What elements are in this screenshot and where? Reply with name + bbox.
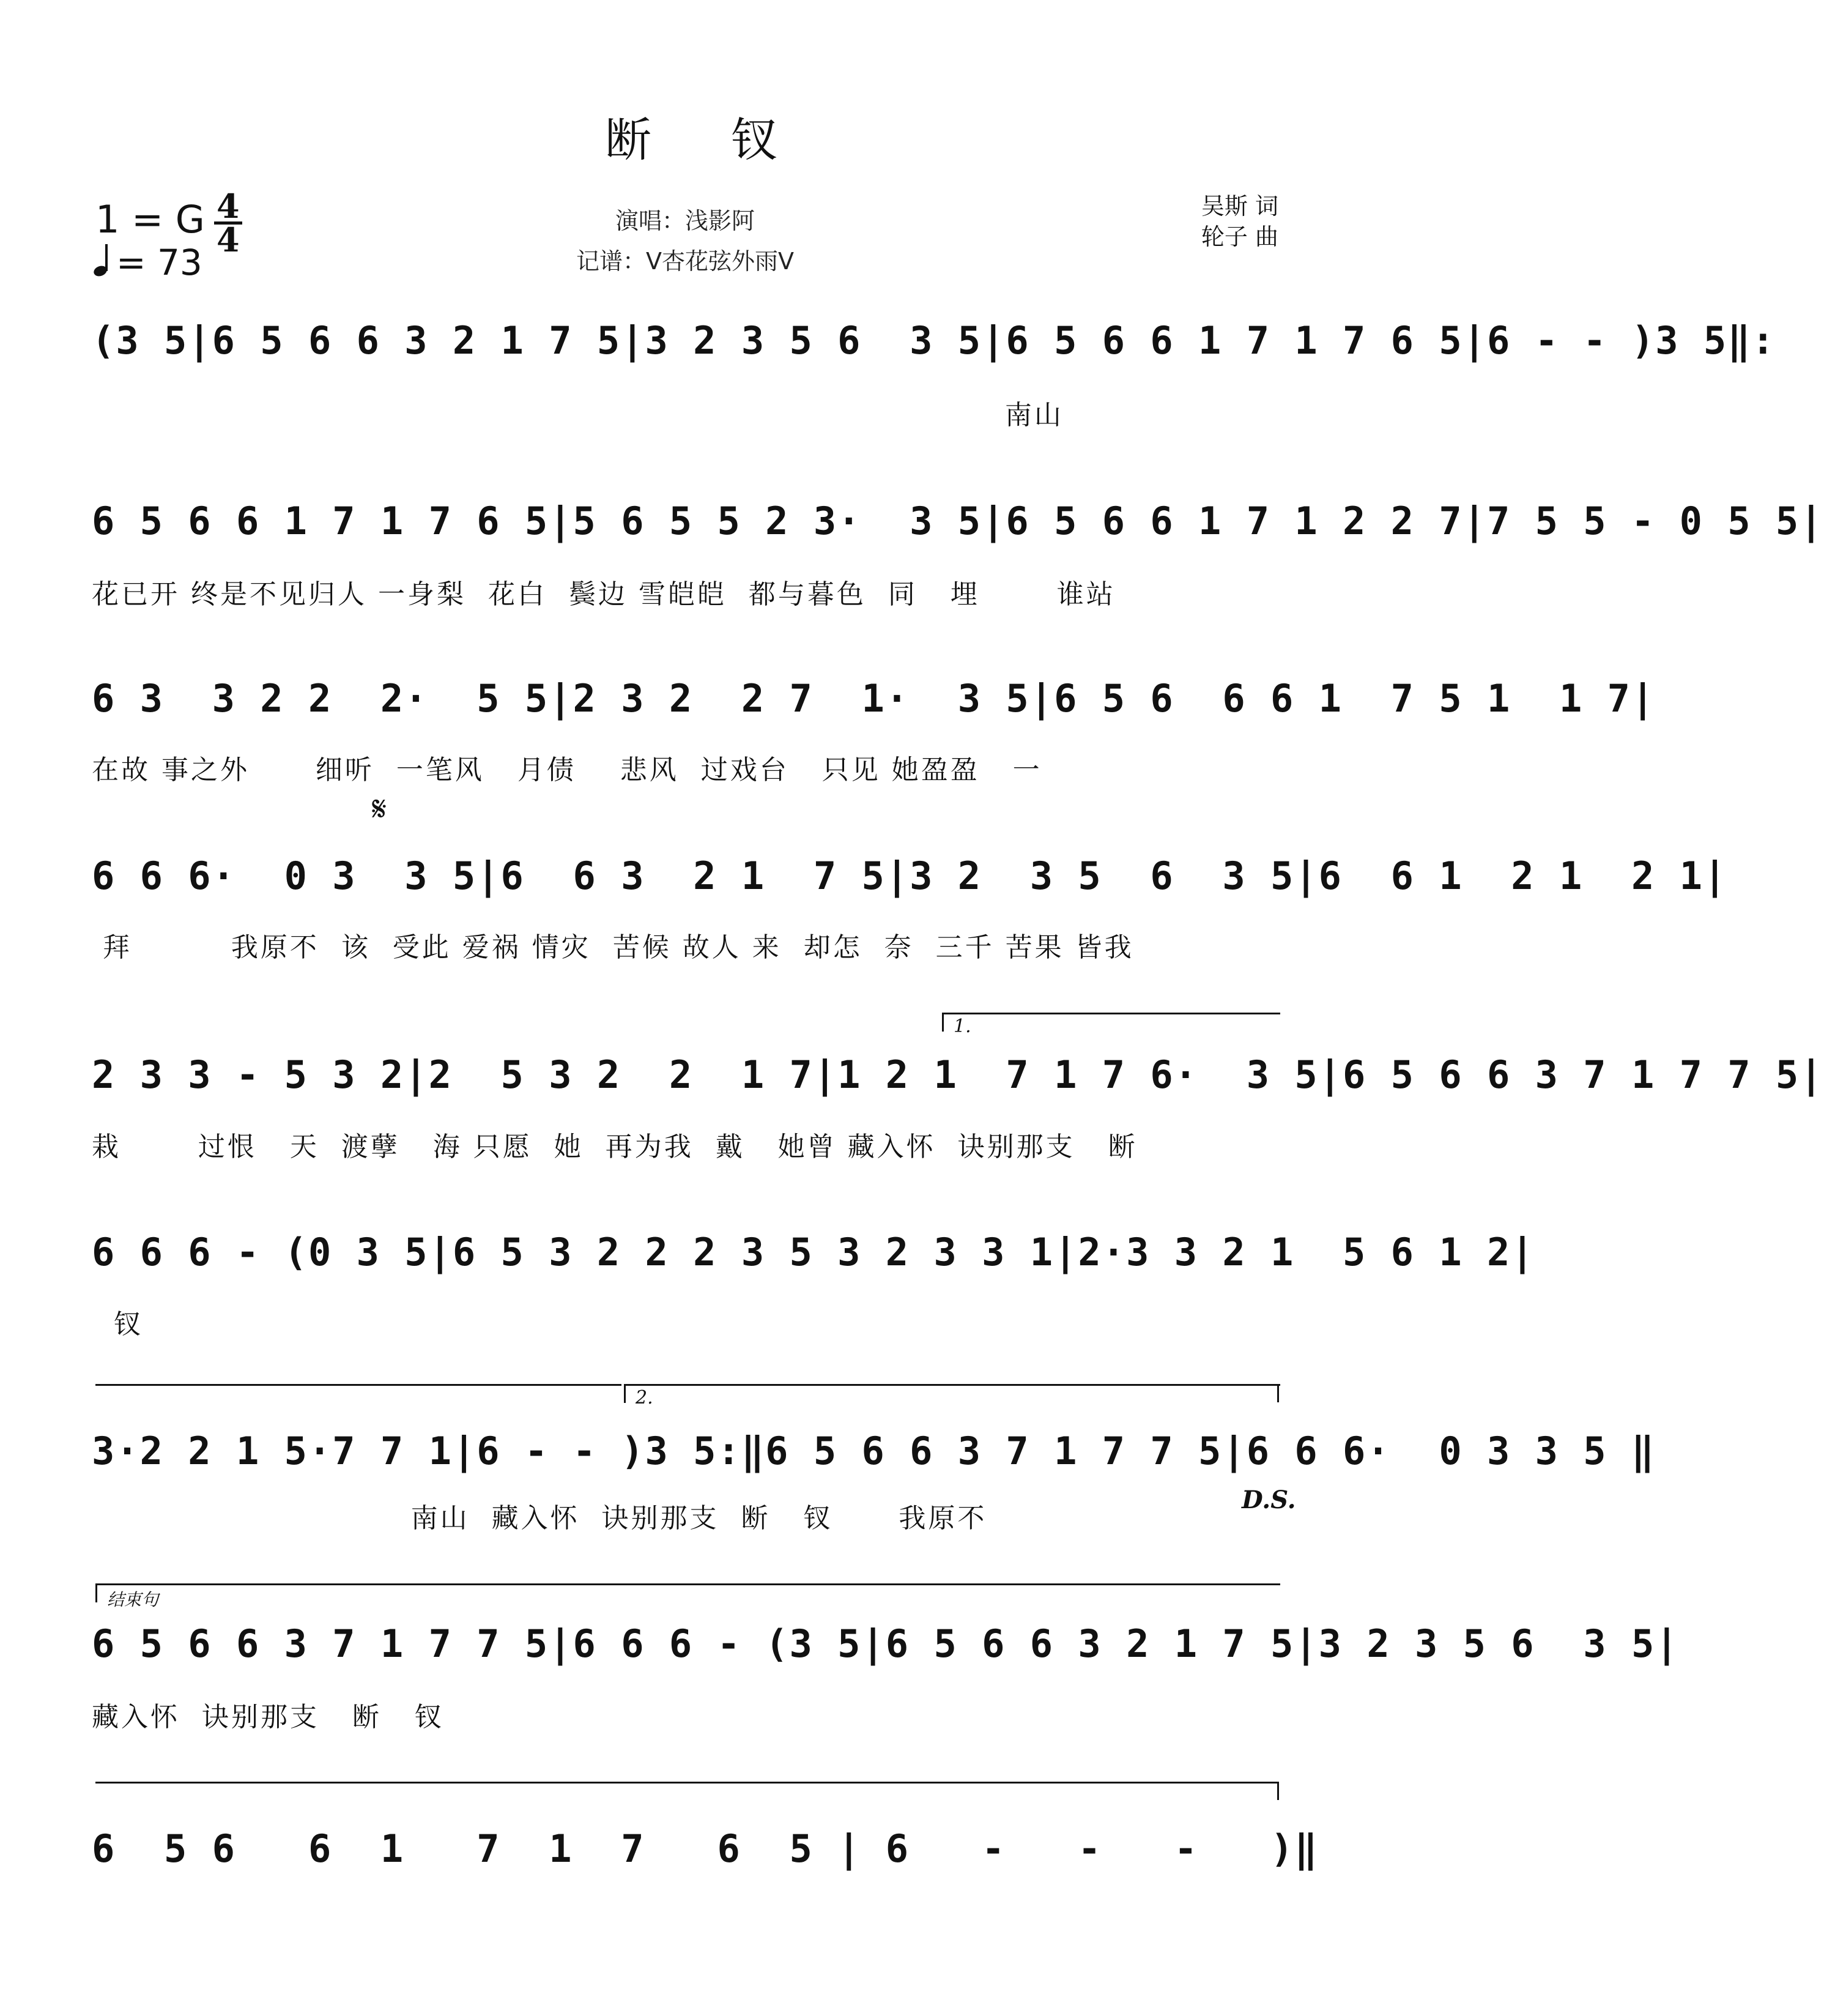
final-bracket-end xyxy=(1277,1782,1279,1800)
notation-line-3: 6 3 3 2 2 2· 5 5|2 3 2 2 7 1· 3 5|6 5 6 6 6 1 7 5 1 1 7| xyxy=(92,676,1656,721)
time-numerator: 4 xyxy=(214,191,242,225)
volta-2-label: 2. xyxy=(636,1387,653,1408)
notation-line-5: 2 3 3 - 5 3 2|2 5 3 2 2 1 7|1 2 1 7 1 7 6· 3 5|6 5 6 6 3 7 1 7 7 5| xyxy=(92,1052,1824,1097)
tempo-marking xyxy=(93,242,202,283)
volta-2-end xyxy=(1277,1384,1279,1402)
notation-line-4: 6 6 6· 0 3 3 5|6 6 3 2 1 7 5|3 2 3 5 6 3 5|6 6 1 2 1 2 1| xyxy=(92,854,1728,898)
lyric-line-1: 南山 xyxy=(92,400,1064,431)
quarter-note-icon xyxy=(93,242,111,278)
ds-marking: D.S. xyxy=(1242,1486,1296,1514)
song-title: 断钗 xyxy=(605,113,857,167)
volta-1-bracket xyxy=(942,1013,1280,1037)
notation-line-7: 3·2 2 1 5·7 7 1|6 - - )3 5:‖6 5 6 6 3 7 1 7 7 5|6 6 6· 0 3 3 5 ‖ xyxy=(92,1429,1656,1473)
time-denominator: 4 xyxy=(217,220,240,259)
ending-bracket xyxy=(95,1583,1280,1610)
final-bracket-line xyxy=(95,1782,1278,1784)
composer-credit: 轮子 曲 xyxy=(1201,223,1278,250)
volta-1-label: 1. xyxy=(954,1016,971,1037)
tempo-value: = 73 xyxy=(116,242,202,283)
lyric-line-7: 南山 藏入怀 诀别那支 断 钗 我原不 xyxy=(92,1503,987,1534)
segno-sign: 𝄋 xyxy=(372,789,387,829)
lyric-line-6: 钗 xyxy=(92,1309,143,1340)
transcriber-credit: 记谱：V杏花弦外雨V xyxy=(576,248,794,275)
lyric-line-2: 花已开 终是不见归人 一身梨 花白 鬓边 雪皑皑 都与暮色 同 埋 谁站 xyxy=(92,579,1116,610)
notation-line-1: (3 5|6 5 6 6 3 2 1 7 5|3 2 3 5 6 3 5|6 5 6 6 1 7 1 7 6 5|6 - - )3 5‖: xyxy=(92,318,1776,363)
ending-label: 结束句 xyxy=(107,1590,159,1610)
lyric-line-8: 藏入怀 诀别那支 断 钗 xyxy=(92,1702,444,1733)
notation-line-9: 6 5 6 6 1 7 1 7 6 5 | 6 - - - )‖ xyxy=(92,1826,1319,1871)
lyric-line-4: 拜 我原不 该 受此 爱祸 情灾 苦候 故人 来 却怎 奈 三千 苦果 皆我 xyxy=(92,932,1134,963)
phrase-bracket-line xyxy=(95,1384,621,1386)
notation-line-2: 6 5 6 6 1 7 1 7 6 5|5 6 5 5 2 3· 3 5|6 5 6 6 1 7 1 2 2 7|7 5 5 - 0 5 5| xyxy=(92,499,1824,543)
lyricist-credit: 吴斯 词 xyxy=(1201,193,1278,220)
notation-line-6: 6 6 6 - (0 3 5|6 5 3 2 2 2 3 5 3 2 3 3 1|2·3 3 2 1 5 6 1 2| xyxy=(92,1230,1535,1274)
key-signature: 1 = G xyxy=(95,197,205,242)
volta-2-bracket xyxy=(624,1384,1280,1408)
notation-line-8: 6 5 6 6 3 7 1 7 7 5|6 6 6 - (3 5|6 5 6 6 3 2 1 7 5|3 2 3 5 6 3 5| xyxy=(92,1621,1680,1666)
lyric-line-5: 栽 过恨 天 渡孽 海 只愿 她 再为我 戴 她曾 藏入怀 诀别那支 断 xyxy=(92,1131,1138,1162)
singer-credit: 演唱：浅影阿 xyxy=(615,207,755,234)
time-signature xyxy=(214,187,242,259)
lyric-line-3: 在故 事之外 细听 一笔风 月债 悲风 过戏台 只见 她盈盈 一 xyxy=(92,754,1042,786)
